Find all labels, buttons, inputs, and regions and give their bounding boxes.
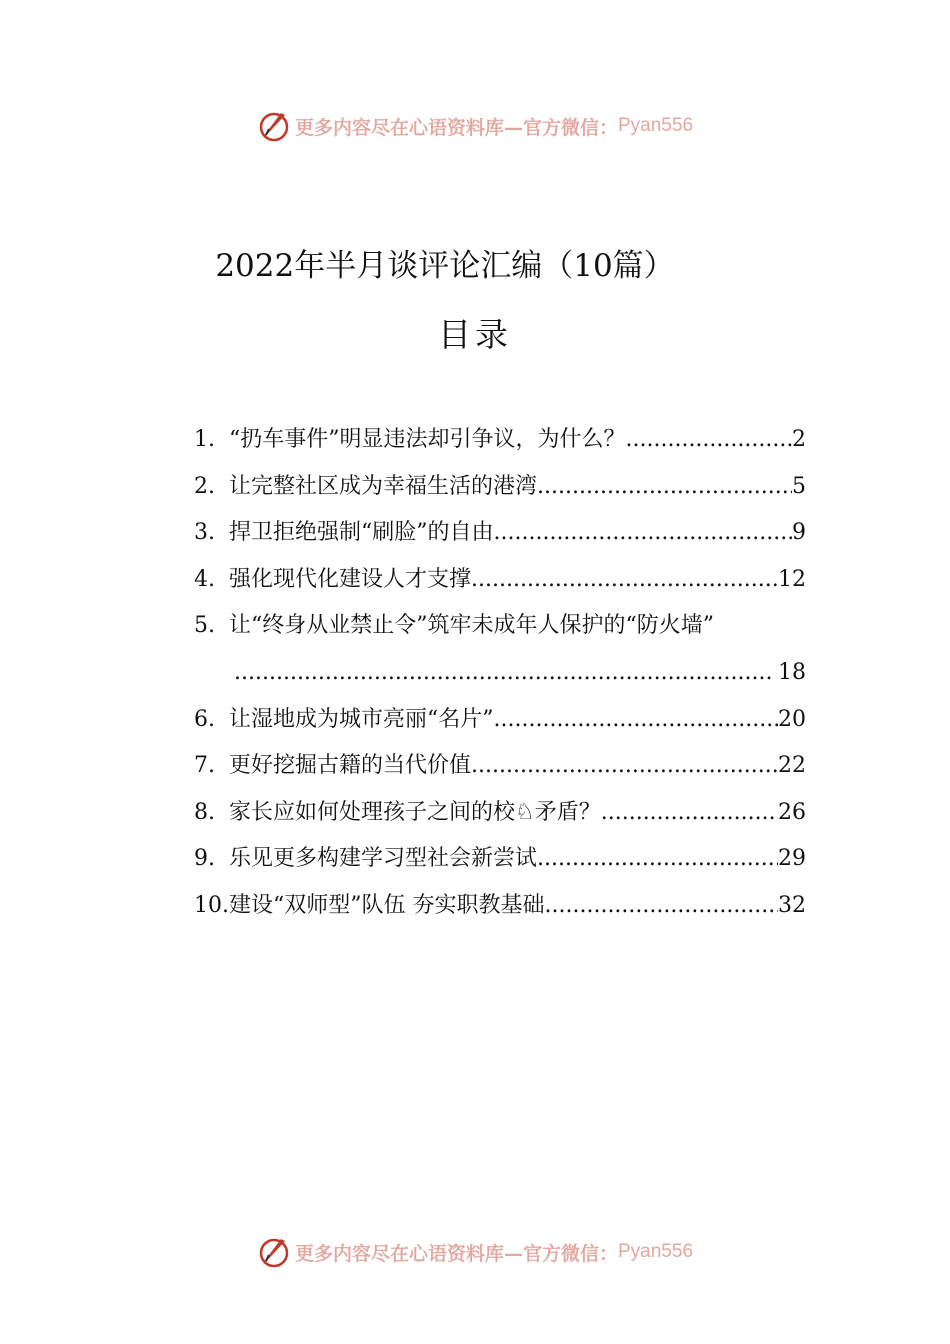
header-banner <box>0 106 950 146</box>
toc-leader <box>234 653 772 693</box>
toc-leader <box>626 420 793 460</box>
toc-number: 10. <box>194 892 229 918</box>
toc-number: 4. <box>194 566 215 592</box>
toc-number: 6. <box>194 706 215 732</box>
toc-page: 26 <box>778 799 806 825</box>
toc-leader <box>494 513 793 553</box>
toc-label: 乐见更多构建学习型社会新尝试 <box>229 846 538 872</box>
toc-page: 20 <box>778 706 806 732</box>
toc-number: 3. <box>194 520 215 546</box>
toc-page: 22 <box>778 753 806 779</box>
toc-label: “扔车事件”明显违法却引争议，为什么？ <box>229 427 626 452</box>
toc-label: 家长应如何处理孩子之间的校♘矛盾？ <box>229 799 601 825</box>
toc-entry-6[interactable] <box>194 700 806 747</box>
toc-leader <box>601 793 778 833</box>
footer-banner-text: 更多内容尽在心语资料库—官方微信： <box>294 1242 618 1265</box>
toc-number: 1. <box>194 427 215 452</box>
toc-number: 9. <box>194 846 215 872</box>
toc-page: 12 <box>778 566 806 592</box>
toc-entry-1[interactable] <box>194 420 806 467</box>
toc-label: 让“终身从业禁止令”筑牢未成年人保护的“防火墙” <box>229 613 714 639</box>
toc-leader <box>471 560 778 600</box>
toc-page: 32 <box>778 892 806 918</box>
toc-page: 18 <box>778 659 806 685</box>
toc-entry-4[interactable] <box>194 560 806 607</box>
document-subtitle: 目录 <box>438 315 512 354</box>
toc-leader <box>537 467 792 507</box>
toc-number: 5. <box>194 613 215 639</box>
quill-logo-icon <box>257 109 291 143</box>
toc-entry-7[interactable] <box>194 746 806 793</box>
toc-leader <box>545 886 779 926</box>
toc-label: 捍卫拒绝强制“刷脸”的自由 <box>229 520 494 546</box>
toc-label: 让湿地成为城市亮丽“名片” <box>229 706 494 732</box>
toc-page: 9 <box>792 520 806 546</box>
quill-logo-icon <box>257 1235 291 1269</box>
footer-banner <box>0 1232 950 1272</box>
toc-leader <box>471 746 778 786</box>
toc-page: 29 <box>778 846 806 872</box>
toc-leader <box>537 839 778 879</box>
toc-entry-8[interactable] <box>194 793 806 840</box>
toc-label: 更好挖掘古籍的当代价值 <box>229 753 472 779</box>
toc-entry-9[interactable] <box>194 839 806 886</box>
toc-page: 2 <box>792 427 806 452</box>
toc-label: 建设“双师型”队伍 夯实职教基础 <box>229 892 545 918</box>
toc-entry-5[interactable] <box>194 606 806 699</box>
table-of-contents <box>194 420 806 933</box>
header-wechat-id: Pyan556 <box>618 115 694 136</box>
toc-number: 7. <box>194 753 215 779</box>
toc-entry-3[interactable] <box>194 513 806 560</box>
toc-number: 8. <box>194 799 215 825</box>
header-banner-text: 更多内容尽在心语资料库—官方微信： <box>294 116 618 139</box>
toc-label: 强化现代化建设人才支撑 <box>229 566 472 592</box>
toc-label: 让完整社区成为幸福生活的港湾 <box>229 473 538 499</box>
document-title: 2022年半月谈评论汇编（10篇） <box>215 248 675 284</box>
toc-entry-10[interactable] <box>194 886 806 933</box>
toc-number: 2. <box>194 473 215 499</box>
toc-entry-2[interactable] <box>194 467 806 514</box>
toc-leader <box>494 700 779 740</box>
footer-wechat-id: Pyan556 <box>618 1241 694 1262</box>
toc-page: 5 <box>792 473 806 499</box>
